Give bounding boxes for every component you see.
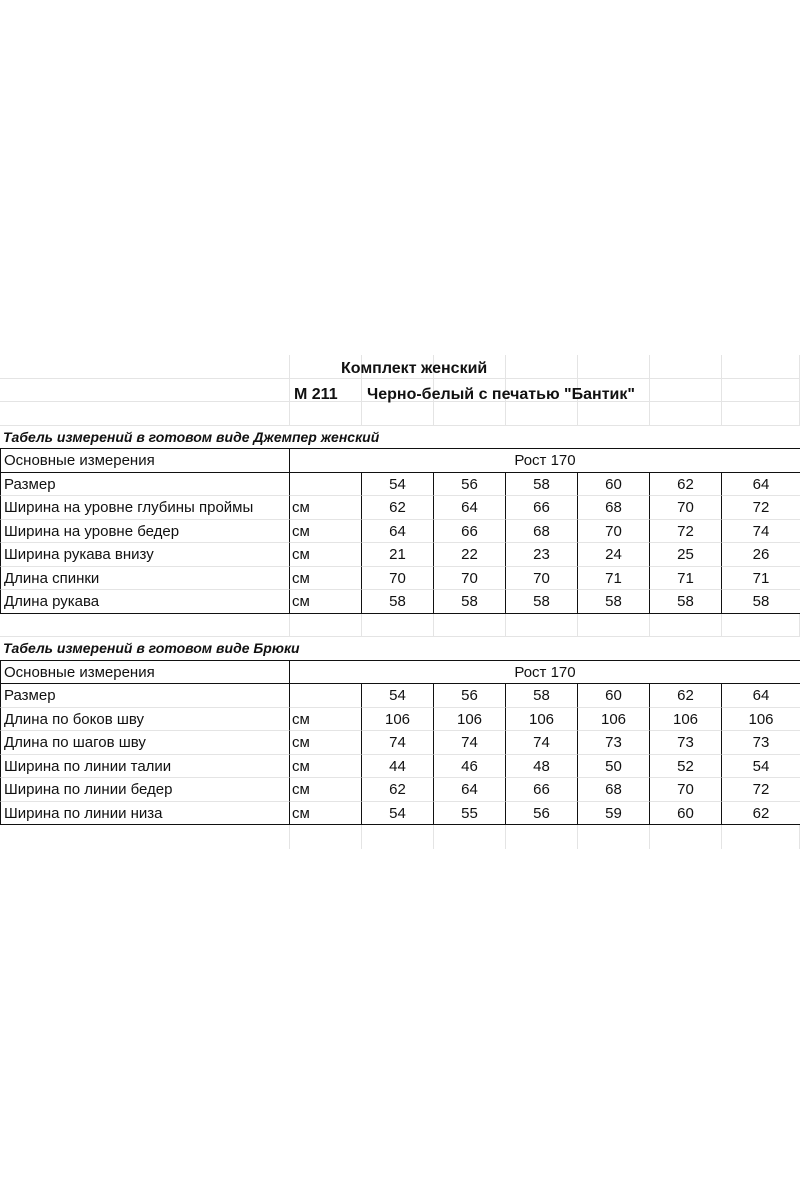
header-row-model xyxy=(0,379,800,403)
size-value: 60 xyxy=(578,473,650,497)
row-value: 70 xyxy=(578,520,650,544)
table-row xyxy=(0,567,800,591)
row-value: 70 xyxy=(650,778,722,802)
row-label: Ширина рукава внизу xyxy=(0,543,290,567)
row-unit: см xyxy=(290,543,362,567)
table-row xyxy=(0,802,800,826)
row-value: 71 xyxy=(650,567,722,591)
row-value: 66 xyxy=(506,778,578,802)
model-description: Черно-белый с печатью "Бантик" xyxy=(367,385,635,403)
spacer-row xyxy=(0,614,800,638)
row-unit: см xyxy=(290,590,362,614)
row-unit: см xyxy=(290,567,362,591)
size-row xyxy=(0,473,800,497)
table-jumper xyxy=(0,426,800,614)
row-label: Длина спинки xyxy=(0,567,290,591)
row-unit: см xyxy=(290,778,362,802)
row-value: 21 xyxy=(362,543,434,567)
row-value: 62 xyxy=(362,496,434,520)
row-value: 58 xyxy=(506,590,578,614)
row-value: 71 xyxy=(722,567,800,591)
table-row xyxy=(0,590,800,614)
row-value: 64 xyxy=(434,496,506,520)
row-value: 50 xyxy=(578,755,650,779)
size-value: 62 xyxy=(650,473,722,497)
main-measures-row xyxy=(0,449,800,473)
row-label: Ширина по линии бедер xyxy=(0,778,290,802)
row-value: 106 xyxy=(650,708,722,732)
model-code: M 211 xyxy=(294,385,338,403)
main-measures-label: Основные измерения xyxy=(0,449,290,473)
row-value: 55 xyxy=(434,802,506,826)
row-label: Ширина по линии низа xyxy=(0,802,290,826)
row-value: 58 xyxy=(722,590,800,614)
row-value: 46 xyxy=(434,755,506,779)
size-value: 54 xyxy=(362,684,434,708)
row-value: 62 xyxy=(722,802,800,826)
row-value: 66 xyxy=(434,520,506,544)
row-unit: см xyxy=(290,731,362,755)
header-row-title xyxy=(0,355,800,379)
size-row xyxy=(0,684,800,708)
size-value: 56 xyxy=(434,473,506,497)
row-value: 48 xyxy=(506,755,578,779)
table-row xyxy=(0,778,800,802)
row-value: 59 xyxy=(578,802,650,826)
row-value: 58 xyxy=(434,590,506,614)
row-value: 70 xyxy=(362,567,434,591)
size-value: 58 xyxy=(506,473,578,497)
row-value: 58 xyxy=(578,590,650,614)
row-value: 62 xyxy=(362,778,434,802)
spacer-row xyxy=(0,402,800,426)
row-value: 66 xyxy=(506,496,578,520)
table-trousers xyxy=(0,637,800,825)
row-value: 73 xyxy=(650,731,722,755)
row-value: 58 xyxy=(362,590,434,614)
row-value: 72 xyxy=(650,520,722,544)
size-value: 60 xyxy=(578,684,650,708)
row-value: 60 xyxy=(650,802,722,826)
row-value: 52 xyxy=(650,755,722,779)
size-value: 64 xyxy=(722,473,800,497)
table-row xyxy=(0,755,800,779)
height-label: Рост 170 xyxy=(290,449,800,473)
row-value: 70 xyxy=(650,496,722,520)
row-value: 68 xyxy=(578,496,650,520)
row-label: Ширина по линии талии xyxy=(0,755,290,779)
row-value: 106 xyxy=(362,708,434,732)
row-value: 22 xyxy=(434,543,506,567)
row-value: 70 xyxy=(434,567,506,591)
row-label: Длина рукава xyxy=(0,590,290,614)
size-label: Размер xyxy=(0,684,290,708)
row-value: 54 xyxy=(362,802,434,826)
row-label: Ширина на уровне бедер xyxy=(0,520,290,544)
section-title: Табель измерений в готовом виде Брюки xyxy=(0,637,800,661)
row-label: Ширина на уровне глубины проймы xyxy=(0,496,290,520)
size-value: 54 xyxy=(362,473,434,497)
row-value: 44 xyxy=(362,755,434,779)
row-label: Длина по боков шву xyxy=(0,708,290,732)
size-value: 64 xyxy=(722,684,800,708)
row-unit: см xyxy=(290,708,362,732)
main-measures-row xyxy=(0,661,800,685)
row-value: 72 xyxy=(722,496,800,520)
row-value: 74 xyxy=(434,731,506,755)
row-value: 71 xyxy=(578,567,650,591)
row-value: 73 xyxy=(722,731,800,755)
row-value: 72 xyxy=(722,778,800,802)
row-value: 74 xyxy=(362,731,434,755)
row-value: 74 xyxy=(722,520,800,544)
table-row xyxy=(0,496,800,520)
size-label: Размер xyxy=(0,473,290,497)
spreadsheet xyxy=(0,355,800,849)
row-value: 73 xyxy=(578,731,650,755)
table-title-row xyxy=(0,426,800,450)
section-title: Табель измерений в готовом виде Джемпер женский xyxy=(0,426,800,450)
row-value: 64 xyxy=(362,520,434,544)
size-value: 62 xyxy=(650,684,722,708)
row-value: 68 xyxy=(506,520,578,544)
main-measures-label: Основные измерения xyxy=(0,661,290,685)
spacer-row xyxy=(0,825,800,849)
size-value: 56 xyxy=(434,684,506,708)
row-value: 70 xyxy=(506,567,578,591)
row-value: 106 xyxy=(578,708,650,732)
row-value: 26 xyxy=(722,543,800,567)
size-value: 58 xyxy=(506,684,578,708)
row-value: 58 xyxy=(650,590,722,614)
row-value: 24 xyxy=(578,543,650,567)
row-value: 106 xyxy=(506,708,578,732)
table-row xyxy=(0,543,800,567)
row-value: 56 xyxy=(506,802,578,826)
table-row xyxy=(0,731,800,755)
height-label: Рост 170 xyxy=(290,661,800,685)
table-title-row xyxy=(0,637,800,661)
row-value: 23 xyxy=(506,543,578,567)
row-value: 106 xyxy=(434,708,506,732)
row-unit: см xyxy=(290,496,362,520)
row-value: 25 xyxy=(650,543,722,567)
row-value: 74 xyxy=(506,731,578,755)
row-unit: см xyxy=(290,802,362,826)
row-unit: см xyxy=(290,520,362,544)
row-value: 106 xyxy=(722,708,800,732)
table-row xyxy=(0,708,800,732)
table-row xyxy=(0,520,800,544)
row-label: Длина по шагов шву xyxy=(0,731,290,755)
row-value: 64 xyxy=(434,778,506,802)
row-unit: см xyxy=(290,755,362,779)
document-title: Комплект женский xyxy=(341,360,488,377)
row-value: 68 xyxy=(578,778,650,802)
row-value: 54 xyxy=(722,755,800,779)
